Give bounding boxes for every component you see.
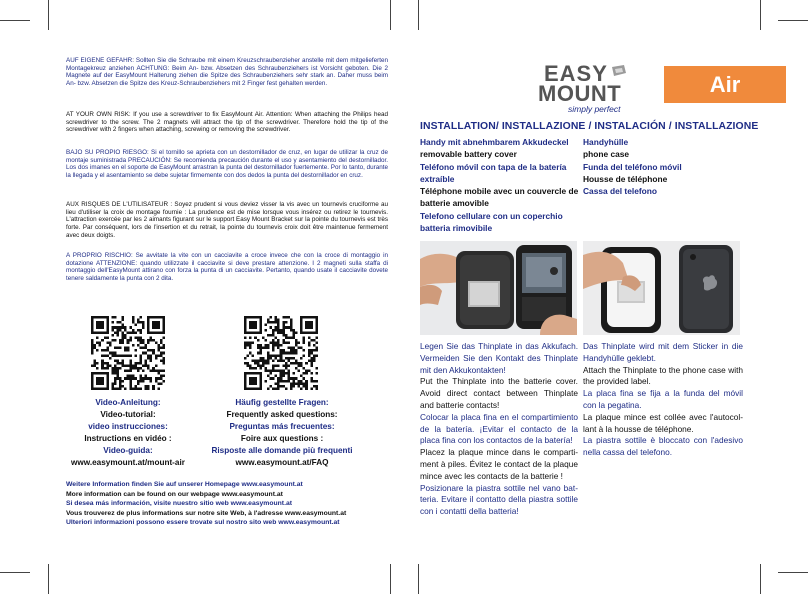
description-line: Funda del teléfono móvil	[583, 161, 682, 172]
crop-mark	[390, 564, 391, 594]
crop-mark	[778, 572, 808, 573]
warning-paragraph-en: AT YOUR OWN RISK: If you use a screwdriver to fix EasyMount Air. Attention: When attaching the Philips head screwdriver to the screw. The 2 magnets will attract the tip of the screwdriver. Therefore hold the tip of the screwdriver with 2 fingers when attaching, screwing or removing the screwdriver.	[66, 111, 388, 134]
instruction-paragraph: Colocar la placa fina en el compartimiento de la batería. ¡Evitar el contacto de la placa fina con los contactos de la batería!	[420, 411, 578, 446]
description-line: phone case	[583, 149, 630, 160]
qr-caption-line: Video-tutorial:	[100, 410, 156, 419]
crop-mark	[390, 0, 391, 30]
logo-bracket-icon	[610, 64, 628, 78]
warning-paragraph-de: AUF EIGENE GEFAHR: Sollten Sie die Schraube mit einem Kreuzschraubenzieher anstelle mit dem mitgelieferten Montagekreuz anziehen ACHTUNG: Beim An- bzw. Absetzen des Schraubenziehers ist Vorsicht geboten. Die 2 Magnete auf der EasyMount Halterung ziehen die Spitze des Schraubenziehers sehr stark an. Daher muss beim An- bzw. Absetzen die Spitze des Kreuz-Schraubenziehers mit 2 Finger fest gehalten werden.	[66, 57, 388, 88]
description-battery-cover	[420, 136, 588, 234]
crop-mark	[48, 0, 49, 30]
video-link[interactable]: www.easymount.at/mount-air	[71, 458, 185, 467]
photo-phone-case	[583, 241, 740, 335]
qr-caption-line: Instructions en vidéo :	[84, 434, 172, 443]
warning-paragraph-es: BAJO SU PROPIO RIESGO: Si el tornillo se aprieta con un destornillador de cruz, en lugar de utilizar la cruz de montaje suministrada PRECAUCIÓN: Se recomienda precaución durante el uso y asentamiento del destornillador. Los dos imanes en el soporte de EasyMount arrastran la punta del destornillador fuertemente. Por lo tanto, durante la llegada y el asentamiento se debe sujetar firmemente con dos dedos la punta del destornillador en cruz.	[66, 149, 388, 180]
product-badge-air: Air	[664, 66, 786, 103]
faq-link[interactable]: www.easymount.at/FAQ	[235, 458, 329, 467]
footer-line: Si desea más información, visite nuestro sitio web www.easymount.at	[66, 500, 292, 508]
description-line: Teléfono móvil con tapa de la batería extraíble	[420, 161, 567, 184]
warning-paragraph-fr: AUX RISQUES DE L'UTILISATEUR : Soyez prudent si vous deviez visser la vis avec un tournevis cruciforme au lieu d'utiliser la croix de montage fournie : La prudence est de mise lorsque vous insérez ou retirez le tournevis. L'attraction exercée par les 2 aimants figurant sur le support Easy Mount Bracket sur la pointe du tournevis est très forte. Par conséquent, lors de l'insertion et du retrait, la pointe du tournevis croix doit être maintenue fermement avec deux doigts.	[66, 201, 388, 239]
crop-mark	[418, 564, 419, 594]
description-line: Cassa del telefono	[583, 186, 658, 197]
description-line: Téléphone mobile avec un couvercle de batterie amovible	[420, 186, 579, 209]
photo-battery-compartment	[420, 241, 577, 335]
qr-caption-line: Video-Anleitung:	[95, 398, 161, 407]
footer-line: Ulteriori informazioni possono essere trovate sul nostro sito web www.easymount.at	[66, 519, 340, 527]
instruction-text-case	[583, 341, 743, 459]
qr-caption-line: Häufig gestellte Fragen:	[235, 398, 329, 407]
instruction-paragraph: Attach the Thinplate to the phone case with the provided label.	[583, 364, 743, 387]
footer-line: More information can be found on our webpage www.easymount.at	[66, 490, 283, 498]
logo-tagline: simply perfect	[568, 104, 621, 114]
instruction-paragraph: La piastra sottile è bloccato con l'adesivo nella cassa del telefono.	[583, 435, 743, 458]
crop-mark	[760, 0, 761, 30]
footer-line: Weitere Information finden Sie auf unserer Homepage www.easymount.at	[66, 481, 303, 488]
qr-caption-line: Frequently asked questions:	[226, 410, 338, 419]
description-line: Handyhülle	[583, 137, 629, 147]
installation-heading: INSTALLATION/ INSTALLAZIONE / INSTALACIÓN / INSTALLAZIONE	[420, 121, 759, 132]
description-phone-case	[583, 136, 773, 197]
instruction-paragraph: Das Thinplate wird mit dem Sticker in die Handyhülle geklebt.	[583, 341, 743, 363]
instruction-text-battery	[420, 341, 578, 518]
crop-mark	[418, 0, 419, 30]
instruction-paragraph: Legen Sie das Thinplate in das Akkufach. Vermeiden Sie den Kontakt des Thinplate mit den Akkukontakten!	[420, 341, 578, 375]
crop-mark	[760, 564, 761, 594]
instruction-paragraph: La placa fina se fija a la funda del móvil con la pegatina.	[583, 388, 743, 410]
description-line: Housse de téléphone	[583, 173, 668, 184]
logo-word-mount: MOUNT	[538, 81, 622, 106]
qr-caption-line: Risposte alle domande più frequenti	[211, 446, 353, 455]
easymount-logo	[538, 62, 658, 116]
instruction-paragraph: Posizionare la piastra sottile nel vano batteria. Evitare il contatto della piastra sottile con i contatti della batteria!	[420, 482, 578, 517]
crop-mark	[0, 572, 30, 573]
instruction-paragraph: Placez la plaque mince dans le compartiment à piles. Évitez le contact de la plaque mince avec les contacts de la batterie !	[420, 447, 578, 481]
description-line: removable battery cover	[420, 149, 517, 160]
description-line: Handy mit abnehmbarem Akkudeckel	[420, 137, 569, 147]
qr-caption-faq	[196, 397, 368, 469]
crop-mark	[778, 20, 808, 21]
qr-caption-video	[58, 397, 198, 469]
qr-code-video[interactable]	[91, 316, 165, 390]
qr-caption-line: Preguntas más frecuentes:	[229, 422, 335, 431]
instruction-paragraph: Put the Thinplate into the batterie cover. Avoid direct contact between Thinplate and batterie contacts!	[420, 376, 578, 410]
description-line: Telefono cellulare con un coperchio batteria rimovibile	[420, 210, 563, 234]
qr-code-faq[interactable]	[244, 316, 318, 390]
footer-info	[66, 480, 346, 528]
footer-line: Vous trouverez de plus informations sur notre site Web, à l'adresse www.easymount.at	[66, 509, 347, 517]
instruction-paragraph: La plaque mince est collée avec l'autocollant à la housse de téléphone.	[583, 411, 743, 434]
qr-caption-line: Video-guida:	[103, 446, 153, 455]
crop-mark	[0, 20, 30, 21]
warning-paragraph-it: A PROPRIO RISCHIO: Se avvitate la vite con un cacciavite a croce invece che con la croce di montaggio in dotazione ATTENZIONE: quando utilizzate il cacciavite si deve prestare attenzione. I 2 magneti sulla staffa di montaggio dell'EasyMount attirano con forza la punta di un cacciavite. Pertanto, quando usate il cacciavite dovete tenere saldamente la punta con 2 dita.	[66, 252, 388, 283]
qr-caption-line: Foire aux questions :	[240, 434, 324, 443]
logo-word-easy: EASY	[544, 61, 608, 86]
crop-mark	[48, 564, 49, 594]
qr-caption-line: video instrucciones:	[88, 422, 168, 431]
